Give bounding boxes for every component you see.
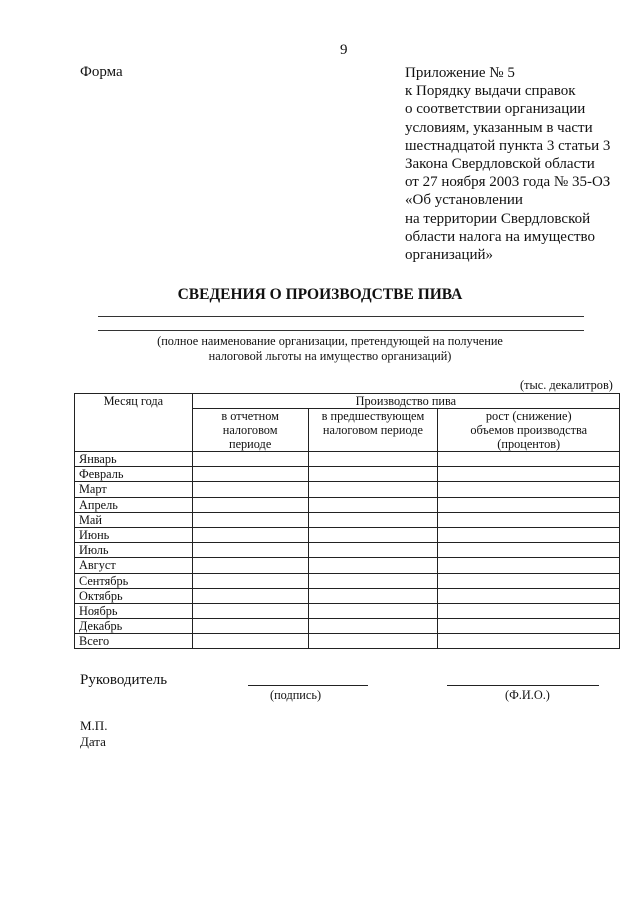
- current-period-cell[interactable]: [192, 619, 308, 634]
- previous-period-cell[interactable]: [308, 512, 438, 527]
- month-cell: Май: [75, 512, 193, 527]
- previous-period-cell[interactable]: [308, 619, 438, 634]
- current-period-cell[interactable]: [192, 467, 308, 482]
- previous-period-cell[interactable]: [308, 603, 438, 618]
- stamp-label: М.П.: [80, 718, 108, 733]
- signature-caption: (подпись): [270, 688, 322, 702]
- current-period-cell[interactable]: [192, 512, 308, 527]
- current-period-cell[interactable]: [192, 482, 308, 497]
- current-period-cell[interactable]: [192, 527, 308, 542]
- growth-cell[interactable]: [438, 497, 620, 512]
- current-period-cell[interactable]: [192, 452, 308, 467]
- month-cell: Апрель: [75, 497, 193, 512]
- fio-caption: (Ф.И.О.): [505, 688, 550, 702]
- appendix-line: о соответствии организации: [405, 101, 586, 118]
- units-label: (тыс. декалитров): [520, 378, 613, 392]
- header-line: объемов производства: [470, 423, 588, 437]
- header-row: [75, 394, 620, 409]
- appendix-line: шестнадцатой пункта 3 статьи 3: [405, 137, 611, 154]
- previous-period-cell[interactable]: [308, 452, 438, 467]
- current-period-cell[interactable]: [192, 588, 308, 603]
- month-cell: Всего: [75, 634, 193, 649]
- form-label: Форма: [80, 64, 123, 80]
- month-cell: Ноябрь: [75, 603, 193, 618]
- previous-period-cell[interactable]: [308, 482, 438, 497]
- appendix-line: Приложение № 5: [405, 65, 515, 81]
- header-line: рост (снижение): [485, 409, 572, 423]
- month-cell: Март: [75, 482, 193, 497]
- current-period-cell[interactable]: [192, 497, 308, 512]
- current-period-cell[interactable]: [192, 573, 308, 588]
- current-period-cell[interactable]: [192, 558, 308, 573]
- previous-period-cell[interactable]: [308, 467, 438, 482]
- previous-period-header: [308, 409, 438, 452]
- growth-cell[interactable]: [438, 588, 620, 603]
- signature-line: [248, 685, 368, 686]
- appendix-line: организаций»: [405, 247, 494, 264]
- growth-cell[interactable]: [438, 482, 620, 497]
- month-cell: Октябрь: [75, 588, 193, 603]
- fio-line: [447, 685, 599, 686]
- growth-cell[interactable]: [438, 603, 620, 618]
- table-row: [75, 634, 620, 649]
- table-row: [75, 467, 620, 482]
- page-number: 9: [340, 42, 348, 58]
- signer-label: Руководитель: [80, 672, 168, 688]
- table-row: [75, 452, 620, 467]
- appendix-line: области налога на имущество: [405, 228, 595, 245]
- current-period-cell[interactable]: [192, 543, 308, 558]
- growth-cell[interactable]: [438, 634, 620, 649]
- appendix-line: на территории Свердловской: [405, 210, 591, 227]
- growth-cell[interactable]: [438, 452, 620, 467]
- month-cell: Июнь: [75, 527, 193, 542]
- previous-period-cell[interactable]: [308, 588, 438, 603]
- previous-period-cell[interactable]: [308, 558, 438, 573]
- growth-cell[interactable]: [438, 543, 620, 558]
- previous-period-cell[interactable]: [308, 497, 438, 512]
- table-row: [75, 482, 620, 497]
- production-table: [74, 393, 620, 649]
- org-name-line-1: [98, 316, 584, 317]
- caption-line: налоговой льготы на имущество организаций): [208, 348, 452, 363]
- month-cell: Сентябрь: [75, 573, 193, 588]
- current-period-header: [192, 409, 308, 452]
- header-line: в отчетном: [221, 409, 279, 423]
- growth-cell[interactable]: [438, 527, 620, 542]
- org-name-line-2: [98, 330, 584, 331]
- caption-line: (полное наименование организации, претендующей на получение: [157, 334, 503, 348]
- appendix-line: «Об установлении: [405, 192, 523, 209]
- appendix-line: от 27 ноября 2003 года № 35-ОЗ: [405, 174, 611, 191]
- table-row: [75, 527, 620, 542]
- org-name-caption: [120, 334, 540, 363]
- header-line: налоговом периоде: [322, 423, 424, 437]
- month-column-header: Месяц года: [75, 394, 193, 452]
- table-row: [75, 588, 620, 603]
- table-row: [75, 543, 620, 558]
- date-label: Дата: [80, 734, 106, 749]
- header-line: (процентов): [497, 437, 561, 451]
- month-cell: Февраль: [75, 467, 193, 482]
- table-row: [75, 512, 620, 527]
- growth-cell[interactable]: [438, 573, 620, 588]
- previous-period-cell[interactable]: [308, 573, 438, 588]
- header-line: периоде: [229, 437, 272, 451]
- previous-period-cell[interactable]: [308, 527, 438, 542]
- previous-period-cell[interactable]: [308, 543, 438, 558]
- growth-cell[interactable]: [438, 512, 620, 527]
- growth-cell[interactable]: [438, 619, 620, 634]
- growth-cell[interactable]: [438, 558, 620, 573]
- appendix-line: Закона Свердловской области: [405, 156, 595, 173]
- month-cell: Август: [75, 558, 193, 573]
- appendix-line: условиям, указанным в части: [405, 119, 593, 136]
- document-title: СВЕДЕНИЯ О ПРОИЗВОДСТВЕ ПИВА: [177, 286, 463, 303]
- previous-period-cell[interactable]: [308, 634, 438, 649]
- table-row: [75, 573, 620, 588]
- header-line: в предшествующем: [321, 409, 425, 423]
- current-period-cell[interactable]: [192, 634, 308, 649]
- month-cell: Июль: [75, 543, 193, 558]
- header-line: налоговом: [222, 423, 278, 437]
- growth-header: [438, 409, 620, 452]
- table-row: [75, 603, 620, 618]
- table-row: [75, 558, 620, 573]
- month-cell: Январь: [75, 452, 193, 467]
- table-row: [75, 619, 620, 634]
- production-group-header: Производство пива: [192, 394, 619, 409]
- appendix-reference: [405, 64, 635, 264]
- growth-cell[interactable]: [438, 467, 620, 482]
- current-period-cell[interactable]: [192, 603, 308, 618]
- appendix-line: к Порядку выдачи справок: [405, 83, 576, 100]
- month-cell: Декабрь: [75, 619, 193, 634]
- table-row: [75, 497, 620, 512]
